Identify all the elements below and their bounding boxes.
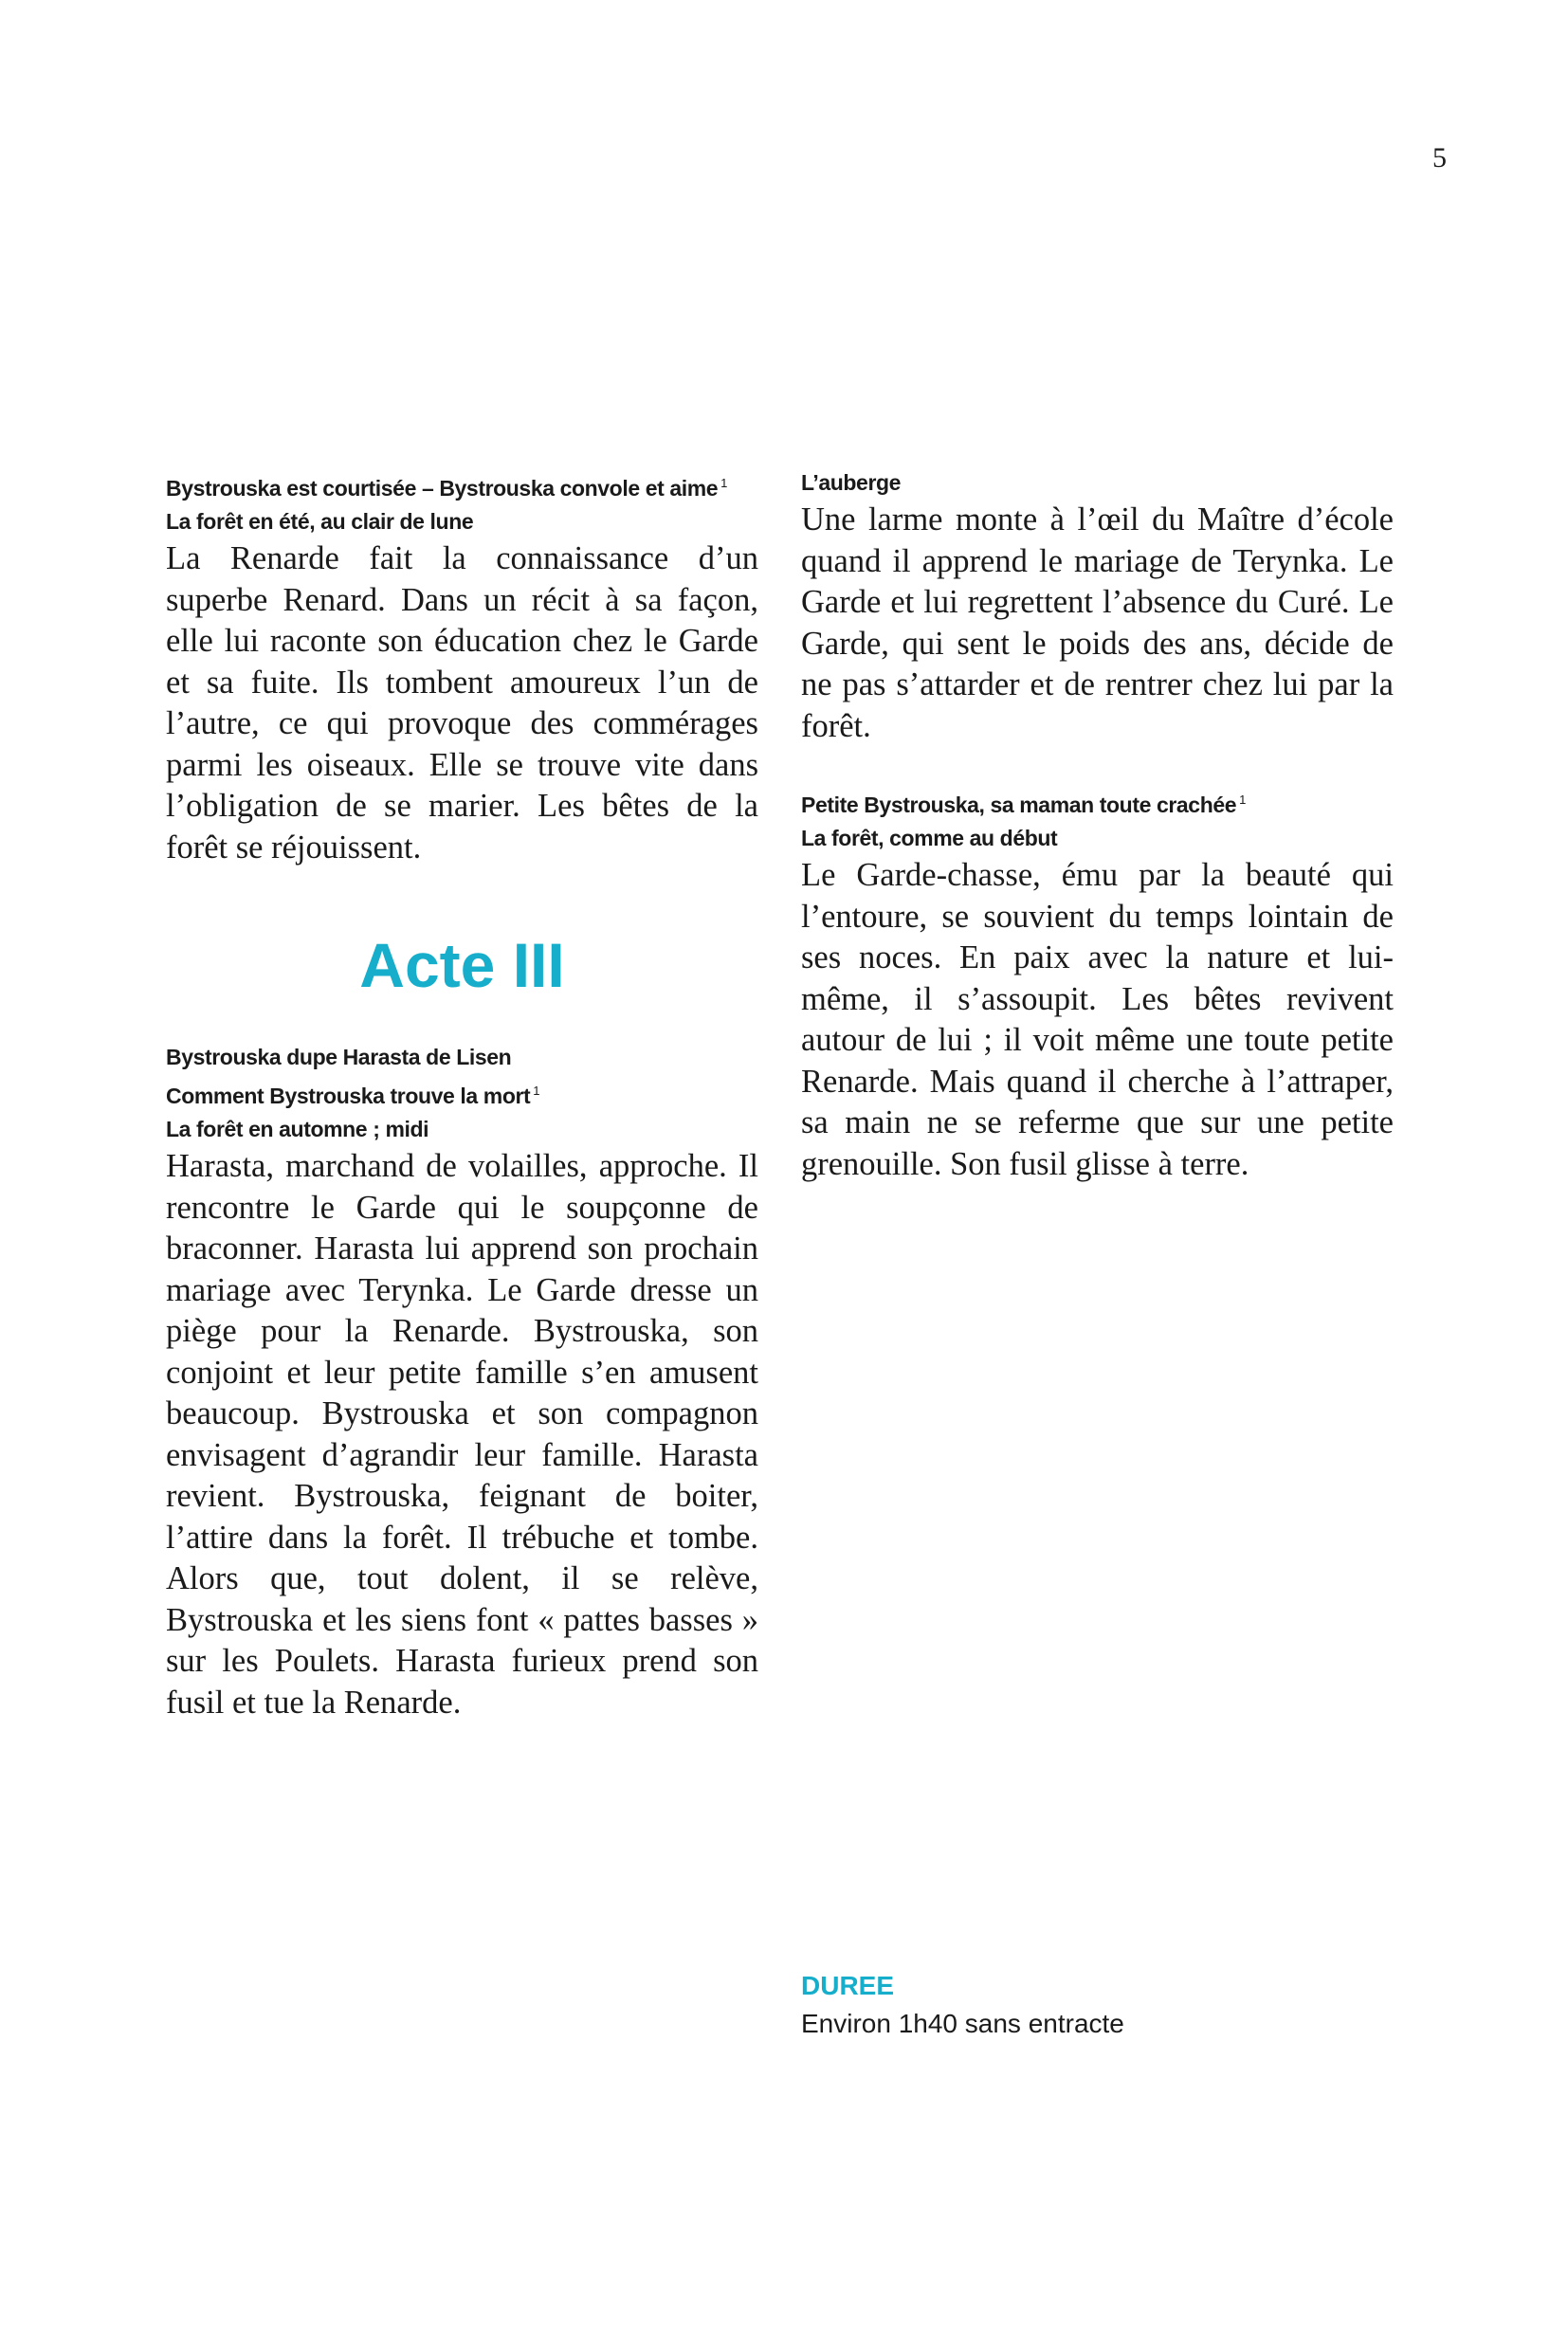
scene-heading: L’auberge bbox=[801, 470, 902, 495]
footnote-marker: 1 bbox=[720, 476, 728, 490]
scene-harasta bbox=[166, 1041, 758, 1723]
page-number: 5 bbox=[1432, 142, 1447, 173]
duration-value: Environ 1h40 sans entracte bbox=[801, 2009, 1124, 2038]
scene-summary: Une larme monte à l’œil du Maître d’école quand il apprend le mariage de Terynka. Le Garde et lui regrettent l’absence du Curé. Le Garde, qui sent le poids des ans, décide de ne pas s’attarder et de rentrer chez lui par la forêt. bbox=[801, 501, 1394, 744]
footnote-marker: 1 bbox=[1239, 793, 1246, 807]
duration-block bbox=[801, 1967, 1124, 2043]
act-title: Acte III bbox=[359, 930, 565, 1000]
footnote-marker: 1 bbox=[533, 1084, 540, 1098]
scene-heading: Bystrouska dupe Harasta de Lisen bbox=[166, 1045, 512, 1069]
scene-summary: Harasta, marchand de volailles, approche. Il rencontre le Garde qui le soupçonne de braconner. Harasta lui apprend son prochain mariage avec Terynka. Le Garde dresse un piège pour la Renarde. Bystrouska, son conjoint et leur petite famille s’en amusent beaucoup. Bystrouska et son compagnon envisagent d’agrandir leur famille. Harasta revient. Bystrouska, feignant de boiter, l’attire dans la forêt. Il trébuche et tombe. Alors que, tout dolent, il se relève, Bystrouska et les siens font « pattes basses » sur les Poulets. Harasta furieux prend son fusil et tue la Renarde. bbox=[166, 1148, 758, 1721]
scene-setting: La forêt, comme au début bbox=[801, 826, 1058, 850]
scene-heading: Petite Bystrouska, sa maman toute crachée $^1$ bbox=[801, 793, 1246, 817]
left-column bbox=[166, 466, 758, 1759]
scene-little-bystrouska bbox=[801, 783, 1394, 1185]
scene-subheading: Comment Bystrouska trouve la mort $^1$ bbox=[166, 1084, 540, 1108]
scene-heading: Bystrouska est courtisée – Bystrouska convole et aime $^1$ bbox=[166, 476, 728, 501]
duration-label: DUREE bbox=[801, 1971, 895, 2000]
scene-setting: La forêt en automne ; midi bbox=[166, 1117, 429, 1141]
scene-summary: La Renarde fait la connaissance d’un superbe Renard. Dans un récit à sa façon, elle lui raconte son éducation chez le Garde et sa fuite. Ils tombent amoureux l’un de l’autre, ce qui provoque des commérages parmi les oiseaux. Elle se trouve vite dans l’obligation de se marier. Les bêtes de la forêt se réjouissent. bbox=[166, 540, 758, 866]
scene-inn bbox=[801, 466, 1394, 747]
scene-courtship bbox=[166, 466, 758, 868]
scene-setting: La forêt en été, au clair de lune bbox=[166, 509, 474, 534]
scene-summary: Le Garde-chasse, ému par la beauté qui l’entoure, se souvient du temps lointain de ses noces. En paix avec la nature et lui-même, il s’assoupit. Les bêtes revivent autour de lui ; il voit même une toute petite Renarde. Mais quand il cherche à l’attraper, sa main ne se referme que sur une petite grenouille. Son fusil glisse à terre. bbox=[801, 857, 1394, 1182]
right-column bbox=[801, 466, 1394, 1221]
